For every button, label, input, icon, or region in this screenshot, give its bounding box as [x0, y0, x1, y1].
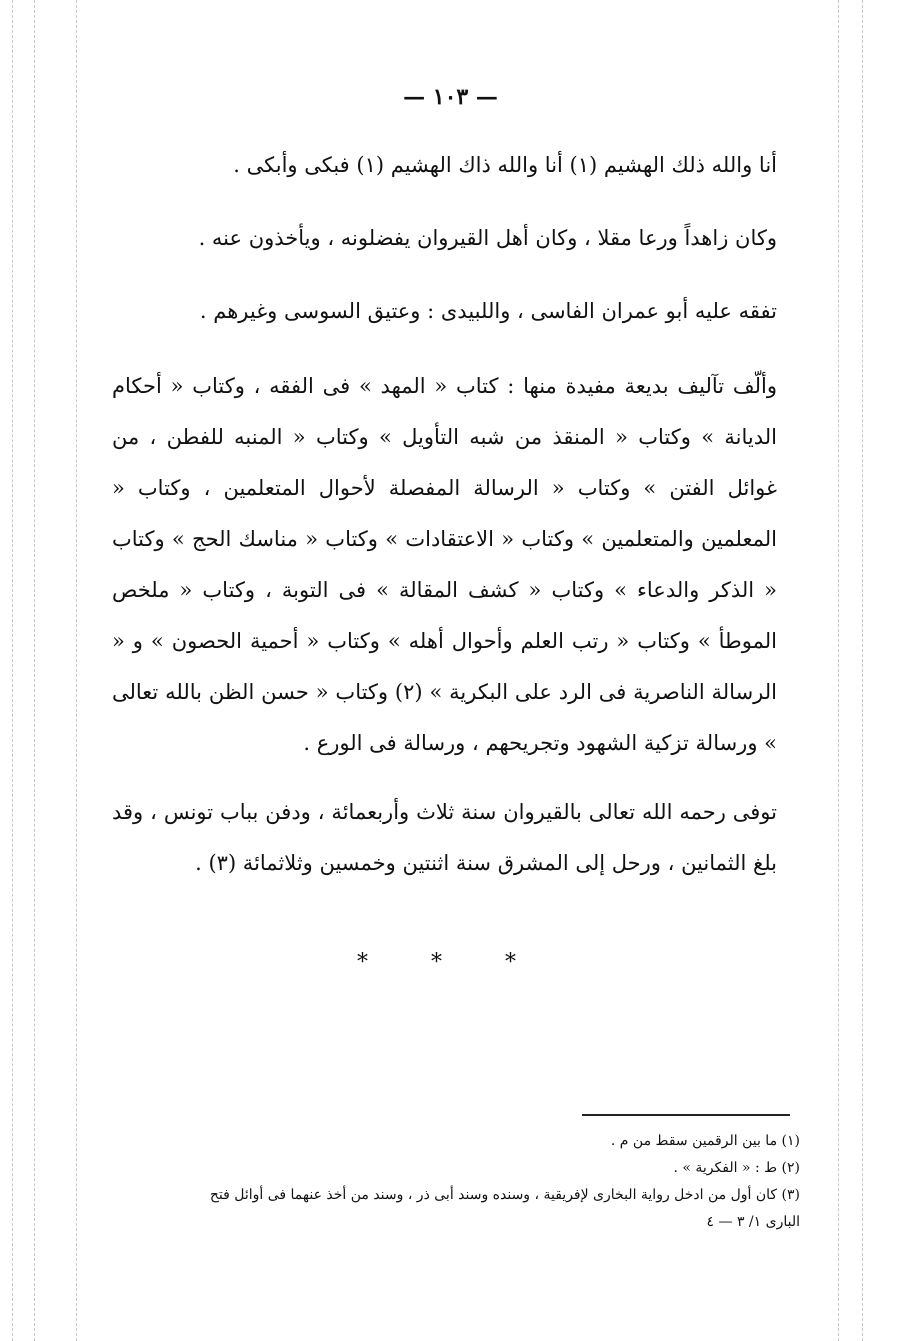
scan-guide-line — [76, 0, 77, 1341]
paragraph: توفى رحمه الله تعالى بالقيروان سنة ثلاث وأربعمائة ، ودفن بباب تونس ، وقد بلغ الثمانين ، ورحل إلى المشرق سنة اثنتين وخمسين وثلاثمائة (٣) . — [112, 800, 777, 875]
scan-guide-line — [34, 0, 35, 1341]
scan-guide-line — [862, 0, 863, 1341]
page-number: — ١٠٣ — — [403, 84, 498, 110]
footnote-divider — [582, 1114, 790, 1116]
paragraph: أنا والله ذلك الهشيم (١) أنا والله ذاك الهشيم (١) فبكى وأبكى . — [233, 153, 777, 177]
body-text — [112, 140, 777, 889]
footnotes — [200, 1128, 800, 1236]
scan-guide-line — [12, 0, 13, 1341]
paragraph: تفقه عليه أبو عمران الفاسى ، واللبيدى : وعتيق السوسى وغيرهم . — [199, 299, 777, 323]
footnote: (١) ما بين الرقمين سقط من م . — [610, 1133, 800, 1149]
paragraph: وكان زاهداً ورعا مقلا ، وكان أهل القيروان يفضلونه ، ويأخذون عنه . — [198, 226, 777, 250]
scan-guide-line — [838, 0, 839, 1341]
footnote: (٢) ط : « الفكرية » . — [673, 1160, 800, 1176]
footnote: (٣) كان أول من ادخل رواية البخارى لإفريقية ، وسنده وسند أبى ذر ، وسند من أخذ عنهما فى أوائل فتح البارى ١/ ٣ — ٤ — [209, 1187, 800, 1230]
section-separator: * * * — [357, 950, 544, 975]
paragraph: وألّف تآليف بديعة مفيدة منها : كتاب « المهد » فى الفقه ، وكتاب « أحكام الديانة » وكتاب « المنقذ من شبه التأويل » وكتاب « المنبه للفطن ، من غوائل الفتن » وكتاب « الرسالة المفصلة لأحوال المتعلمين ، وكتاب « المعلمين والمتعلمين » وكتاب « الاعتقادات » وكتاب « مناسك الحج » وكتاب « الذكر والدعاء » وكتاب « كشف المقالة » فى التوبة ، وكتاب « ملخص الموطأ » وكتاب « رتب العلم وأحوال أهله » وكتاب « أحمية الحصون » و « الرسالة الناصرية فى الرد على البكرية » (٢) وكتاب « حسن الظن بالله تعالى » ورسالة تزكية الشهود وتجريحهم ، ورسالة فى الورع . — [112, 374, 777, 755]
